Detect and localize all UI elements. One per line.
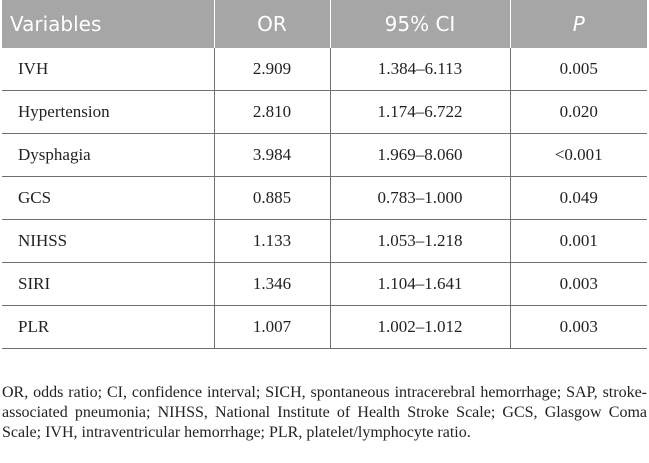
cell-p: 0.003 <box>510 263 647 306</box>
table-row <box>2 48 647 91</box>
table-row <box>2 220 647 263</box>
cell-variable: SIRI <box>2 263 214 306</box>
cell-or: 2.810 <box>214 91 330 134</box>
cell-or: 2.909 <box>214 48 330 91</box>
cell-variable: Dysphagia <box>2 134 214 177</box>
cell-p: 0.001 <box>510 220 647 263</box>
cell-p: 0.020 <box>510 91 647 134</box>
header-p: P <box>510 0 647 48</box>
cell-ci: 1.002–1.012 <box>330 306 510 349</box>
logistic-regression-table <box>2 0 647 349</box>
cell-or: 3.984 <box>214 134 330 177</box>
table-row <box>2 91 647 134</box>
cell-variable: Hypertension <box>2 91 214 134</box>
table-row <box>2 306 647 349</box>
table-row <box>2 177 647 220</box>
cell-p: 0.049 <box>510 177 647 220</box>
header-or: OR <box>214 0 330 48</box>
cell-variable: NIHSS <box>2 220 214 263</box>
cell-p: <0.001 <box>510 134 647 177</box>
header-ci: 95% CI <box>330 0 510 48</box>
table-row <box>2 134 647 177</box>
cell-ci: 1.104–1.641 <box>330 263 510 306</box>
cell-ci: 0.783–1.000 <box>330 177 510 220</box>
cell-ci: 1.384–6.113 <box>330 48 510 91</box>
cell-or: 1.007 <box>214 306 330 349</box>
cell-variable: PLR <box>2 306 214 349</box>
cell-or: 1.133 <box>214 220 330 263</box>
header-variables: Variables <box>2 0 214 48</box>
cell-ci: 1.053–1.218 <box>330 220 510 263</box>
cell-p: 0.005 <box>510 48 647 91</box>
cell-or: 1.346 <box>214 263 330 306</box>
cell-or: 0.885 <box>214 177 330 220</box>
cell-variable: GCS <box>2 177 214 220</box>
table-header-row <box>2 0 647 48</box>
results-table-container <box>2 0 647 349</box>
cell-p: 0.003 <box>510 306 647 349</box>
cell-variable: IVH <box>2 48 214 91</box>
table-footnote: OR, odds ratio; CI, confidence interval; SICH, spontaneous intracerebral hemorrhage; SAP, stroke-associated pneumonia; NIHSS, National Institute of Health Stroke Scale; GCS, Glasgow Coma Scale; IVH, intraventricular hemorrhage; PLR, platelet/lymphocyte ratio. <box>2 384 647 441</box>
cell-ci: 1.969–8.060 <box>330 134 510 177</box>
cell-ci: 1.174–6.722 <box>330 91 510 134</box>
table-row <box>2 263 647 306</box>
